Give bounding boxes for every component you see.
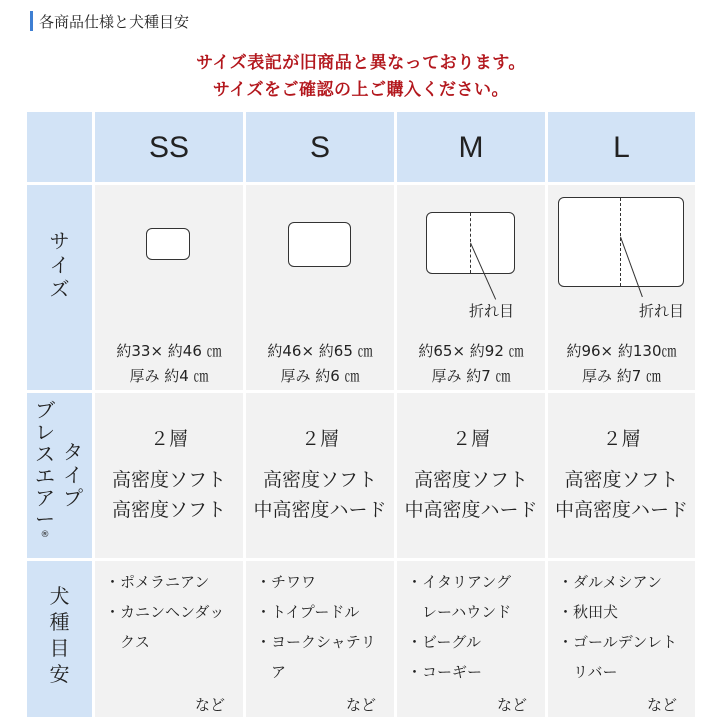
breed-item: ・ポメラニアン [105, 573, 210, 591]
size-header-ss: SS [95, 112, 243, 182]
size-notice-line1: サイズ表記が旧商品と異なっております。 [196, 53, 526, 73]
etc-label-l: など [646, 696, 677, 714]
row-label-breed-guide [27, 561, 92, 717]
breed-item: ・ヨークシャテリ [256, 633, 376, 651]
row-label-breathair-char: レ [35, 420, 55, 444]
size-cell-l [548, 185, 695, 390]
section-heading [30, 8, 189, 34]
breed-cell-m [397, 561, 545, 717]
breathair-cell-l [548, 393, 695, 558]
breed-cell-ss [95, 561, 243, 717]
material-top-l: 高密度ソフト [564, 469, 679, 491]
breed-item: リバー [558, 663, 618, 681]
breed-item: クス [105, 633, 150, 651]
row-label-size-char: イ [49, 253, 70, 277]
row-label-breed-char: 目 [49, 636, 70, 660]
dimensions-s: 約46× 約65 ㎝ [267, 342, 373, 360]
etc-label-ss: など [194, 696, 225, 714]
thickness-s: 厚み 約6 ㎝ [280, 367, 360, 385]
row-label-breathair-char: ブ [35, 398, 55, 422]
breed-item: ・ダルメシアン [558, 573, 662, 591]
size-cell-m [397, 185, 545, 390]
row-label-size-char: ズ [49, 277, 70, 301]
material-bottom-ss: 高密度ソフト [111, 499, 226, 521]
breed-item: ア [256, 663, 287, 681]
row-label-breathair-type [27, 393, 92, 558]
breed-item: ・トイプードル [256, 603, 360, 621]
thickness-m: 厚み 約7 ㎝ [431, 367, 511, 385]
size-notice-line2: サイズをご確認の上ご購入ください。 [212, 80, 510, 100]
row-label-breathair-char: ス [35, 442, 55, 466]
breed-item: ・コーギー [407, 663, 483, 681]
thickness-ss: 厚み 約4 ㎝ [129, 367, 209, 385]
row-label-breathair-char: エ [35, 464, 55, 488]
etc-label-m: など [496, 696, 527, 714]
fold-label-l: 折れ目 [639, 302, 685, 320]
layers-s: ２層 [300, 428, 339, 450]
breed-item: ・イタリアング [407, 573, 512, 591]
breed-cell-l [548, 561, 695, 717]
breed-item: ・ゴールデンレト [558, 633, 678, 651]
row-label-type-char: イ [63, 463, 83, 487]
table-corner-cell [27, 112, 92, 182]
layers-m: ２層 [451, 428, 490, 450]
mat-shape-ss [146, 228, 190, 260]
thickness-l: 厚み 約7 ㎝ [581, 367, 662, 385]
row-label-breed-char: 種 [49, 610, 70, 634]
etc-label-s: など [345, 696, 376, 714]
row-label-size [27, 185, 92, 390]
material-bottom-s: 中高密度ハード [253, 499, 387, 521]
breed-item: レーハウンド [407, 603, 512, 621]
mat-shape-s [288, 222, 351, 267]
row-label-breed-char: 犬 [49, 584, 70, 608]
row-label-type-char: タ [63, 440, 83, 464]
size-header-s: S [246, 112, 394, 182]
material-top-s: 高密度ソフト [262, 469, 377, 491]
row-label-type-char: プ [63, 486, 83, 510]
breathair-cell-m [397, 393, 545, 558]
material-bottom-m: 中高密度ハード [404, 499, 538, 521]
dimensions-m: 約65× 約92 ㎝ [418, 342, 524, 360]
breed-item: ・チワワ [256, 573, 317, 591]
breathair-cell-s [246, 393, 394, 558]
material-top-m: 高密度ソフト [413, 469, 528, 491]
row-label-size-char: サ [49, 229, 70, 253]
size-header-l: L [548, 112, 695, 182]
breathair-cell-ss [95, 393, 243, 558]
heading-accent-bar [30, 11, 33, 31]
material-bottom-l: 中高密度ハード [554, 499, 688, 521]
registered-mark: ® [40, 530, 50, 540]
layers-ss: ２層 [149, 428, 188, 450]
breed-item: ・ビーグル [407, 633, 481, 651]
size-header-m: M [397, 112, 545, 182]
breed-item: ・秋田犬 [558, 603, 619, 621]
material-top-ss: 高密度ソフト [111, 469, 226, 491]
breed-item: ・カニンヘンダッ [105, 603, 225, 621]
row-label-breathair-char: ー [35, 507, 55, 531]
fold-label-m: 折れ目 [469, 302, 515, 320]
section-heading-text: 各商品仕様と犬種目安 [39, 12, 190, 31]
layers-l: ２層 [602, 428, 641, 450]
size-cell-ss [95, 185, 243, 390]
dimensions-l: 約96× 約130㎝ [566, 342, 677, 360]
dimensions-ss: 約33× 約46 ㎝ [116, 342, 222, 360]
breed-cell-s [246, 561, 394, 717]
row-label-breed-char: 安 [49, 662, 70, 686]
size-cell-s [246, 185, 394, 390]
row-label-breathair-char: ア [35, 486, 55, 510]
